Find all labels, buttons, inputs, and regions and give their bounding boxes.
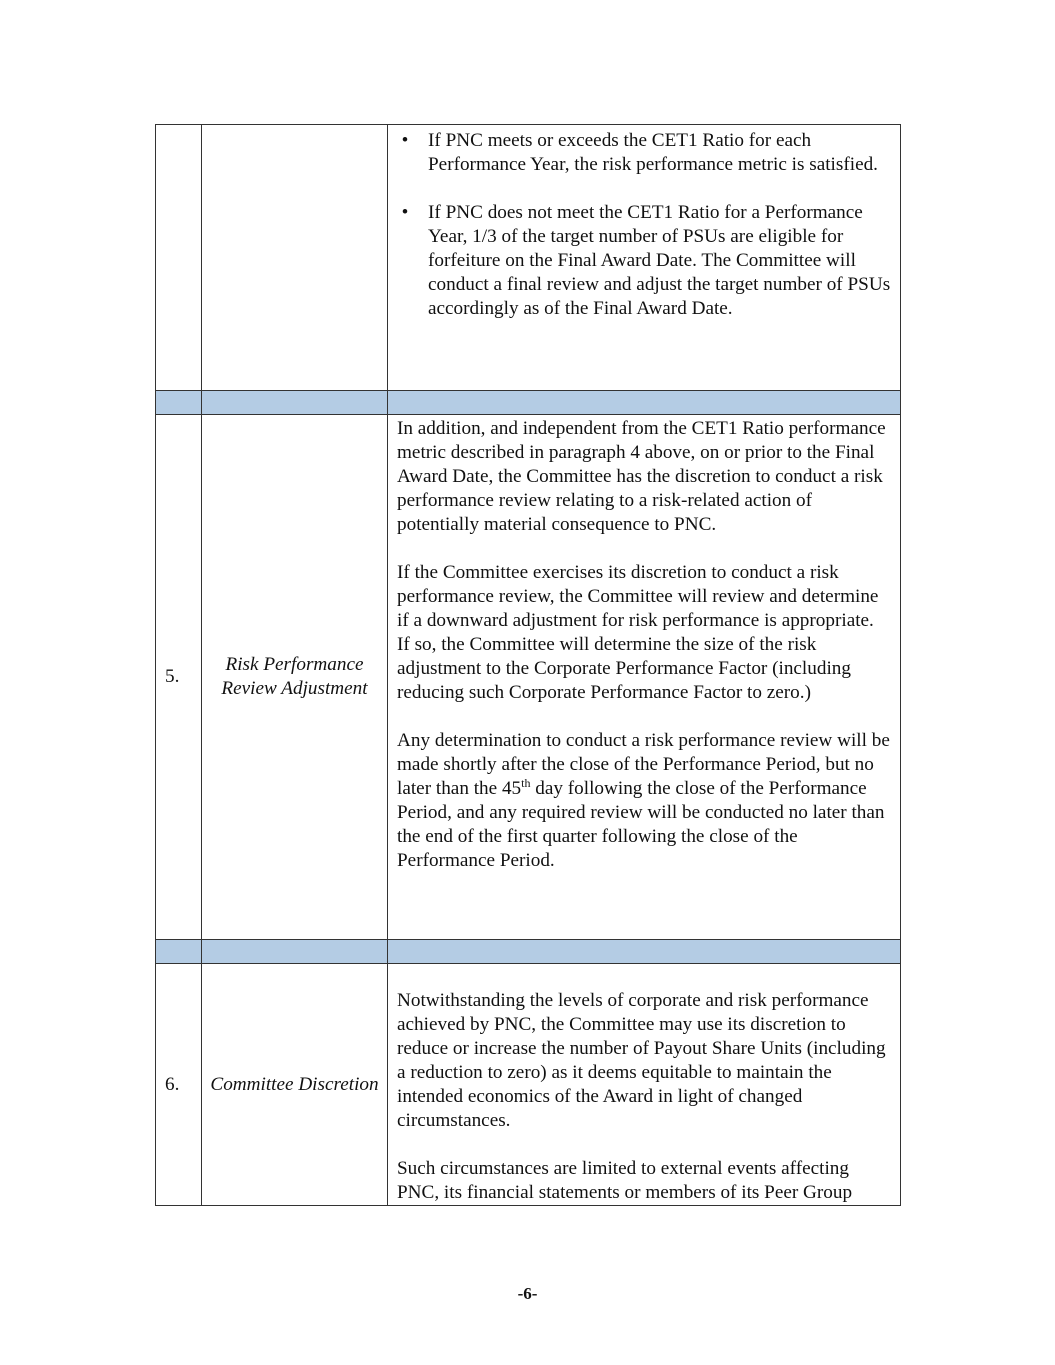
paragraph: Such circumstances are limited to external events affecting PNC, its financial statements or members of its Peer Group xyxy=(397,1158,853,1203)
bullet-text: If PNC meets or exceeds the CET1 Ratio for each Performance Year, the risk performance metric is satisfied. xyxy=(428,130,878,175)
row-label-cell xyxy=(202,125,388,391)
bullet-icon: • xyxy=(401,130,409,151)
separator-cell xyxy=(156,940,202,964)
row-body-cell xyxy=(388,125,901,391)
separator-cell xyxy=(202,391,388,415)
separator-cell xyxy=(202,940,388,964)
ordinal-superscript: th xyxy=(521,776,531,790)
bullet-list xyxy=(397,129,891,321)
shaded-separator-row xyxy=(156,940,901,964)
spacer xyxy=(397,177,891,201)
terms-table xyxy=(155,124,901,1206)
table-row-5 xyxy=(156,415,901,940)
spacer xyxy=(397,1133,891,1157)
list-item xyxy=(397,201,891,321)
row-body xyxy=(388,415,901,940)
table-row-continued xyxy=(156,125,901,391)
list-item xyxy=(397,129,891,177)
paragraph: Notwithstanding the levels of corporate and risk performance achieved by PNC, the Committee may use its discretion to reduce or increase the number of Payout Share Units (including a reduction to zero) as it deems equitable to maintain the intended economics of the Award in light of changed circumstances. xyxy=(397,990,886,1131)
page-number: -6- xyxy=(517,1284,538,1303)
paragraph: In addition, and independent from the CET1 Ratio performance metric described in paragraph 4 above, on or prior to the Final Award Date, the Committee has the discretion to conduct a risk performance review relating to a risk-related action of potentially material consequence to PNC. xyxy=(397,418,886,535)
row-label: Committee Discretion xyxy=(202,964,388,1206)
paragraph xyxy=(397,729,891,873)
spacer xyxy=(397,705,891,729)
shaded-separator-row xyxy=(156,391,901,415)
bullet-text: If PNC does not meet the CET1 Ratio for a Performance Year, 1/3 of the target number of PSUs are eligible for forfeiture on the Final Award Date. The Committee will conduct a final review and adjust the target number of PSUs accordingly as of the Final Award Date. xyxy=(428,202,891,319)
row-body xyxy=(388,964,901,1206)
row-number: 5. xyxy=(156,415,202,940)
row-number: 6. xyxy=(156,964,202,1206)
separator-cell xyxy=(388,391,901,415)
spacer xyxy=(397,537,891,561)
row-label: Risk Performance Review Adjustment xyxy=(202,415,388,940)
paragraph-text: Any determination to conduct a risk performance review will be made shortly after the close of the Performance Period, but no later than the 45 xyxy=(397,730,890,799)
bullet-icon: • xyxy=(401,202,409,223)
separator-cell xyxy=(156,391,202,415)
row-number-cell xyxy=(156,125,202,391)
table-row-6 xyxy=(156,964,901,1206)
separator-cell xyxy=(388,940,901,964)
paragraph-text: day following the close of the Performance Period, and any required review will be conducted no later than the end of the first quarter following the close of the Performance Period. xyxy=(397,778,885,871)
paragraph: If the Committee exercises its discretion to conduct a risk performance review, the Committee will review and determine if a downward adjustment for risk performance is appropriate. If so, the Committee will determine the size of the risk adjustment to the Corporate Performance Factor (including reducing such Corporate Performance Factor to zero.) xyxy=(397,562,879,703)
